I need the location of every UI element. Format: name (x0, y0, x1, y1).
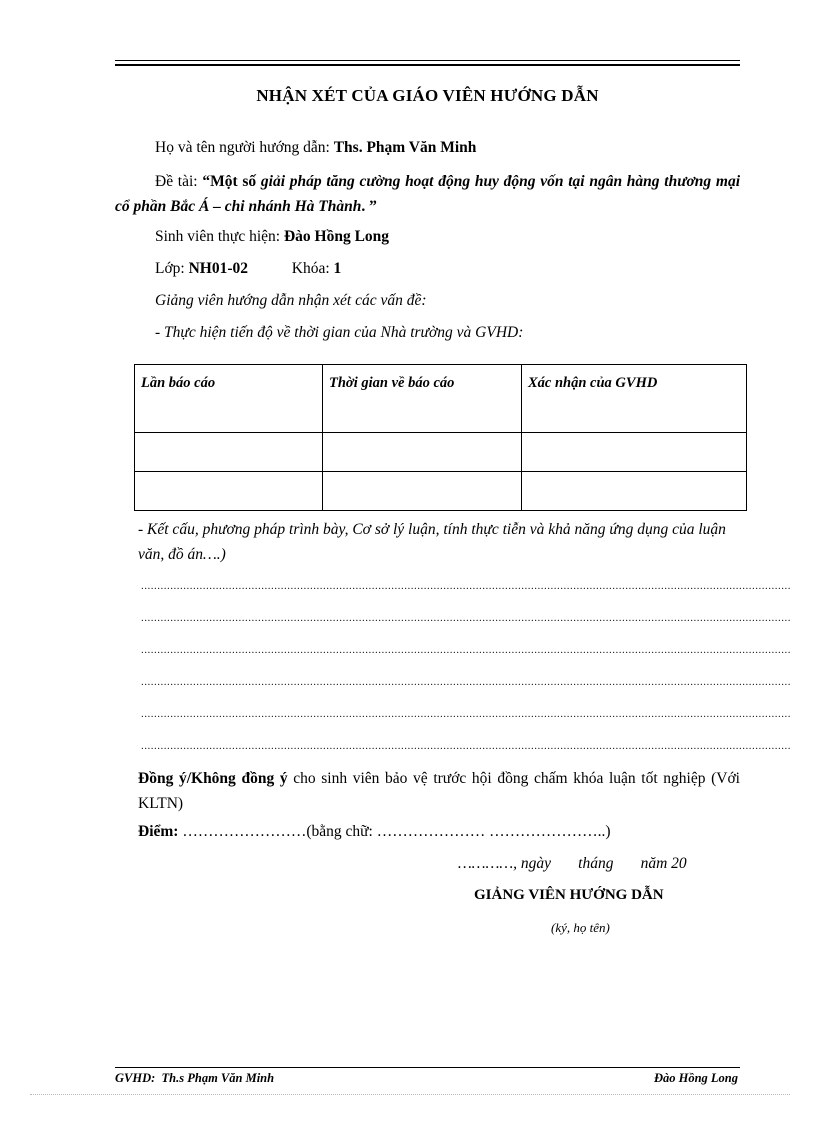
table-cell[interactable] (522, 433, 747, 472)
score-label: Điểm: (138, 823, 179, 840)
dotted-answer-line: ........................................................................................................................................................................................................ (141, 676, 791, 688)
advisor-label: Họ và tên người hướng dẫn: (155, 139, 330, 156)
table-header-row (135, 365, 747, 433)
dotted-answer-line: ........................................................................................................................................................................................................ (141, 708, 791, 720)
table-header-cell: Xác nhận của GVHD (522, 365, 747, 433)
table-cell[interactable] (323, 472, 522, 511)
footer-advisor: GVHD: Th.s Phạm Văn Minh (115, 1071, 275, 1085)
topic-paragraph (115, 169, 740, 219)
progress-heading: - Thực hiện tiến độ về thời gian của Nhà trường và GVHD: (155, 324, 524, 341)
dotted-answer-line: ........................................................................................................................................................................................................ (141, 740, 791, 752)
agree-choice: Đồng ý/Không đồng ý (138, 770, 288, 787)
topic-close: . ” (361, 198, 377, 215)
topic-open-quote: “ (202, 173, 211, 190)
review-heading: Giảng viên hướng dẫn nhận xét các vấn đề: (155, 292, 427, 309)
table-header-cell: Thời gian về báo cáo (323, 365, 522, 433)
table-row (135, 472, 747, 511)
student-label: Sinh viên thực hiện: (155, 228, 281, 245)
signer-title: GIẢNG VIÊN HƯỚNG DẪN (474, 887, 664, 903)
progress-table (134, 364, 747, 511)
score-line (138, 823, 611, 841)
course-value: 1 (333, 260, 342, 277)
date-line: …………, ngày tháng năm 20 (458, 855, 687, 872)
structure-heading: - Kết cấu, phương pháp trình bày, Cơ sở lý luận, tính thực tiễn và khả năng ứng dụng của luận văn, đồ án….) (138, 521, 726, 563)
table-cell[interactable] (323, 433, 522, 472)
topic-label: Đề tài: (155, 173, 198, 190)
signer-note: (ký, họ tên) (551, 920, 610, 935)
header-rule-thick (115, 64, 740, 66)
course-label: Khóa: (291, 260, 330, 277)
agreement-paragraph (138, 766, 740, 816)
table-cell[interactable] (135, 472, 323, 511)
class-label: Lớp: (155, 260, 185, 277)
page-bottom-border (30, 1094, 790, 1095)
student-name: Đào Hồng Long (283, 228, 390, 245)
dotted-answer-line: ........................................................................................................................................................................................................ (141, 612, 791, 624)
class-value: NH01-02 (188, 260, 249, 277)
advisor-name: Ths. Phạm Văn Minh (333, 139, 477, 156)
header-rule-thin (115, 60, 740, 61)
student-line (155, 228, 389, 246)
advisor-line (155, 139, 476, 157)
table-cell[interactable] (522, 472, 747, 511)
footer-student: Đào Hồng Long (653, 1071, 738, 1085)
agree-rest: cho sinh viên bảo vệ trước hội đồng chấm khóa luận tốt nghiệp (Với KLTN) (138, 770, 740, 812)
table-row (135, 433, 747, 472)
dotted-answer-line: ........................................................................................................................................................................................................ (141, 644, 791, 656)
class-line (155, 260, 341, 278)
table-header-cell: Lần báo cáo (135, 365, 323, 433)
dotted-answer-line: ........................................................................................................................................................................................................ (141, 580, 791, 592)
table-cell[interactable] (135, 433, 323, 472)
topic-title: giải pháp tăng cường hoạt động huy động vốn tại ngân hàng thương mại cổ phần Bắc Á – chi nhánh Hà Thành (115, 173, 741, 215)
page-title: NHẬN XÉT CỦA GIÁO VIÊN HƯỚNG DẪN (256, 86, 599, 105)
footer-rule (115, 1067, 740, 1068)
score-blank: ……………………(bằng chữ: ………………… …………………..) (182, 823, 611, 840)
topic-bold-part: Một số (210, 173, 257, 190)
